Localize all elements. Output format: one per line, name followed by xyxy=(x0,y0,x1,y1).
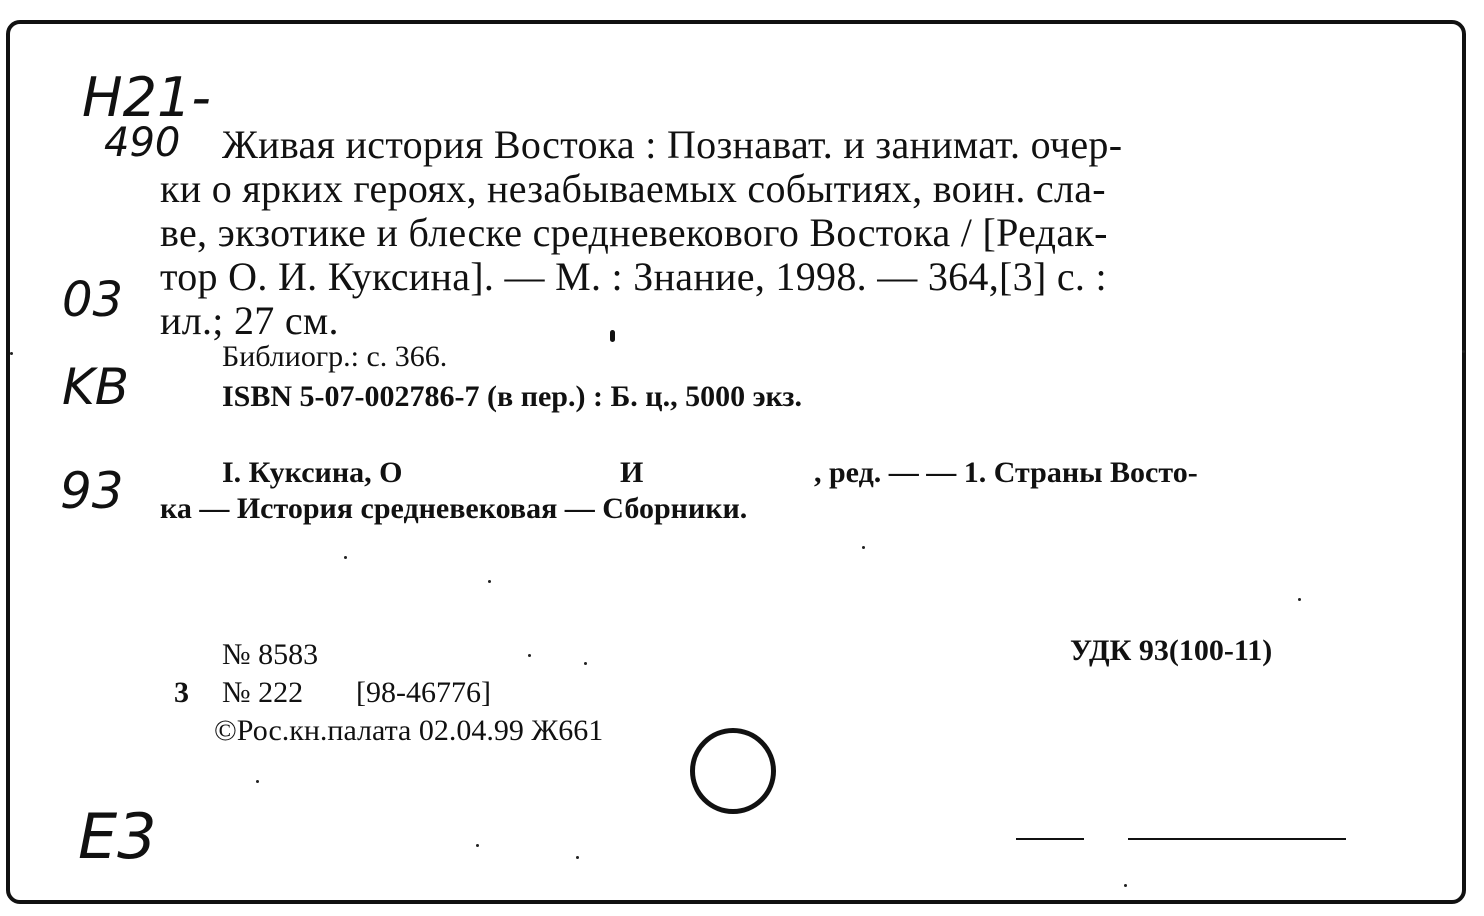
handwritten-note-03: 03 xyxy=(62,272,124,328)
handwritten-call-number-top: H21- xyxy=(82,66,211,129)
speck xyxy=(1124,884,1127,887)
speck xyxy=(862,546,865,549)
speck xyxy=(256,780,259,783)
speck xyxy=(344,556,347,559)
subjects-line-2: ка — История средневековая — Сборники. xyxy=(160,492,748,525)
rule-line-short xyxy=(1016,838,1084,840)
description-line-5: ил.; 27 см. xyxy=(160,298,339,343)
description-line-4: тор О. И. Куксина]. — М. : Знание, 1998. — 364,[3] с. : xyxy=(160,254,1107,299)
comma-mark xyxy=(610,330,615,342)
card-punch-hole xyxy=(690,728,776,814)
udc-code: УДК 93(100-11) xyxy=(1070,634,1273,667)
handwritten-note-kb: KB xyxy=(62,358,130,416)
subjects-line-1b: И xyxy=(620,456,644,489)
isbn-line: ISBN 5-07-002786-7 (в пер.) : Б. ц., 5000 экз. xyxy=(222,380,802,413)
handwritten-note-93: 93 xyxy=(60,462,124,520)
description-line-3: ве, экзотике и блеске средневекового Востока / [Редак- xyxy=(160,210,1108,255)
card-number: № 8583 xyxy=(222,638,319,671)
handwritten-call-number-bottom: 490 xyxy=(104,120,181,166)
description-line-1: Живая история Востока : Познават. и занимат. очер- xyxy=(222,122,1123,167)
speck xyxy=(576,856,579,859)
order-number: № 222 xyxy=(222,676,304,709)
copy-count: 3 xyxy=(174,676,189,709)
speck xyxy=(10,352,13,355)
bibliography-note: Библиогр.: с. 366. xyxy=(222,340,448,373)
description-line-2: ки о ярких героях, незабываемых событиях, воин. сла- xyxy=(160,166,1106,211)
speck xyxy=(1298,598,1301,601)
registry-number: [98-46776] xyxy=(356,676,491,709)
rule-line-long xyxy=(1128,838,1346,840)
handwritten-note-e3: E3 xyxy=(78,800,157,873)
speck xyxy=(528,654,531,657)
book-chamber-stamp: ©Рос.кн.палата 02.04.99 Ж661 xyxy=(214,714,604,747)
speck xyxy=(476,844,479,847)
speck xyxy=(1462,350,1465,353)
speck xyxy=(488,580,491,583)
subjects-line-1a: I. Куксина, О xyxy=(222,456,403,489)
subjects-line-1c: , ред. — — 1. Страны Восто- xyxy=(814,456,1198,489)
speck xyxy=(584,662,587,665)
